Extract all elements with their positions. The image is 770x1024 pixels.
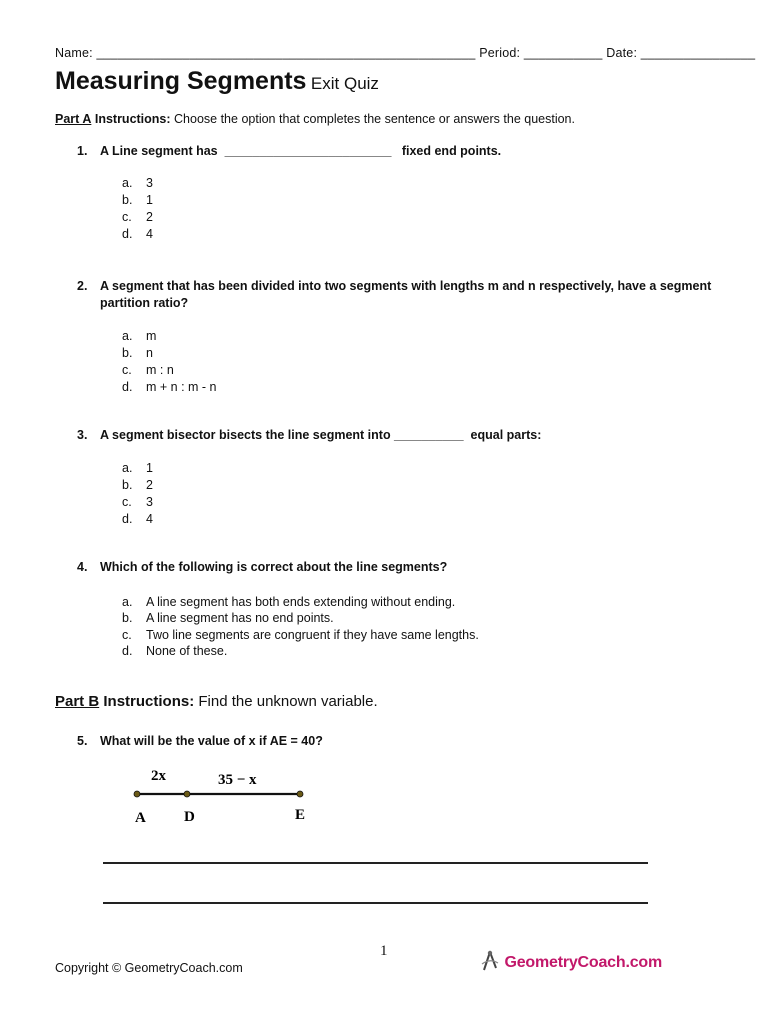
- part-a-instructions-text: Choose the option that completes the sentence or answers the question.: [174, 112, 575, 126]
- option-3d: [122, 511, 153, 528]
- question-number: 5.: [77, 734, 88, 748]
- title-main: Measuring Segments: [55, 67, 307, 95]
- option-letter: d.: [122, 227, 133, 241]
- option-letter: b.: [122, 346, 133, 360]
- option-text: m : n: [146, 363, 174, 377]
- option-letter: a.: [122, 595, 133, 609]
- question-text: A segment that has been divided into two segments with lengths m and n respectively, have a segment partition ratio?: [100, 279, 712, 310]
- option-2d: [122, 379, 217, 396]
- option-text: None of these.: [146, 644, 228, 658]
- segment-ad-label: 2x: [151, 768, 166, 784]
- part-a-instructions: [55, 112, 575, 126]
- compass-icon: [480, 950, 500, 972]
- option-2c: [122, 362, 174, 379]
- page-title: [55, 67, 379, 96]
- option-1a: [122, 175, 153, 192]
- point-a-label: A: [135, 810, 146, 826]
- option-text: 2: [146, 478, 153, 492]
- point-e-dot: [297, 791, 303, 797]
- option-3c: [122, 494, 153, 511]
- option-letter: b.: [122, 193, 133, 207]
- option-letter: a.: [122, 461, 133, 475]
- option-1c: [122, 209, 153, 226]
- geometrycoach-logo: [480, 950, 662, 972]
- question-1: [77, 143, 717, 160]
- option-text: m: [146, 329, 157, 343]
- option-text: m + n : m - n: [146, 380, 217, 394]
- option-letter: a.: [122, 329, 133, 343]
- student-info-line: Name: _____________________________________________________ Period: ___________ Date: ________________: [55, 46, 756, 60]
- point-e-label: E: [295, 807, 306, 823]
- option-letter: c.: [122, 210, 132, 224]
- option-3a: [122, 460, 153, 477]
- logo-text: GeometryCoach.com: [504, 954, 662, 971]
- question-2: [77, 278, 717, 312]
- question-text: A segment bisector bisects the line segment into __________ equal parts:: [100, 428, 542, 442]
- option-text: 3: [146, 176, 153, 190]
- option-4c: [122, 627, 479, 644]
- question-4: [77, 559, 717, 576]
- option-text: A line segment has no end points.: [146, 611, 334, 625]
- question-number: 3.: [77, 428, 88, 442]
- part-a-label: Part A: [55, 112, 92, 126]
- option-text: 4: [146, 227, 153, 241]
- option-letter: d.: [122, 380, 133, 394]
- option-1b: [122, 192, 153, 209]
- option-letter: b.: [122, 478, 133, 492]
- segment-de-label: 35 − x: [218, 772, 257, 788]
- part-b-instructions-label: Instructions:: [103, 693, 195, 710]
- option-text: Two line segments are congruent if they have same lengths.: [146, 628, 479, 642]
- question-number: 1.: [77, 144, 88, 158]
- option-4b: [122, 610, 334, 627]
- question-text: Which of the following is correct about the line segments?: [100, 560, 448, 574]
- answer-line[interactable]: [103, 902, 648, 904]
- option-4a: [122, 594, 455, 611]
- option-3b: [122, 477, 153, 494]
- option-4d: [122, 643, 227, 660]
- part-a-instructions-label: Instructions:: [94, 112, 171, 126]
- option-letter: b.: [122, 611, 133, 625]
- option-text: n: [146, 346, 153, 360]
- option-letter: a.: [122, 176, 133, 190]
- option-text: 4: [146, 512, 153, 526]
- option-text: 1: [146, 193, 153, 207]
- point-d-dot: [184, 791, 190, 797]
- part-b-instructions: [55, 693, 378, 710]
- question-text: A Line segment has ________________________ fixed end points.: [100, 144, 502, 158]
- title-sub: Exit Quiz: [310, 74, 379, 93]
- option-letter: c.: [122, 628, 132, 642]
- option-letter: d.: [122, 512, 133, 526]
- part-b-label: Part B: [55, 693, 100, 710]
- option-letter: c.: [122, 495, 132, 509]
- copyright-text: Copyright © GeometryCoach.com: [55, 961, 243, 975]
- part-b-instructions-text: Find the unknown variable.: [198, 693, 378, 710]
- point-d-label: D: [184, 809, 195, 825]
- option-2b: [122, 345, 153, 362]
- option-2a: [122, 328, 156, 345]
- point-a-dot: [134, 791, 140, 797]
- option-letter: c.: [122, 363, 132, 377]
- question-number: 2.: [77, 279, 88, 293]
- option-text: A line segment has both ends extending without ending.: [146, 595, 456, 609]
- question-number: 4.: [77, 560, 88, 574]
- option-text: 2: [146, 210, 153, 224]
- question-3: [77, 427, 717, 444]
- option-text: 3: [146, 495, 153, 509]
- answer-line[interactable]: [103, 862, 648, 864]
- option-1d: [122, 226, 153, 243]
- question-5: [77, 733, 717, 750]
- question-text: What will be the value of x if AE = 40?: [100, 734, 323, 748]
- option-text: 1: [146, 461, 153, 475]
- segment-diagram: [120, 760, 340, 835]
- page-number: 1: [380, 943, 388, 959]
- option-letter: d.: [122, 644, 133, 658]
